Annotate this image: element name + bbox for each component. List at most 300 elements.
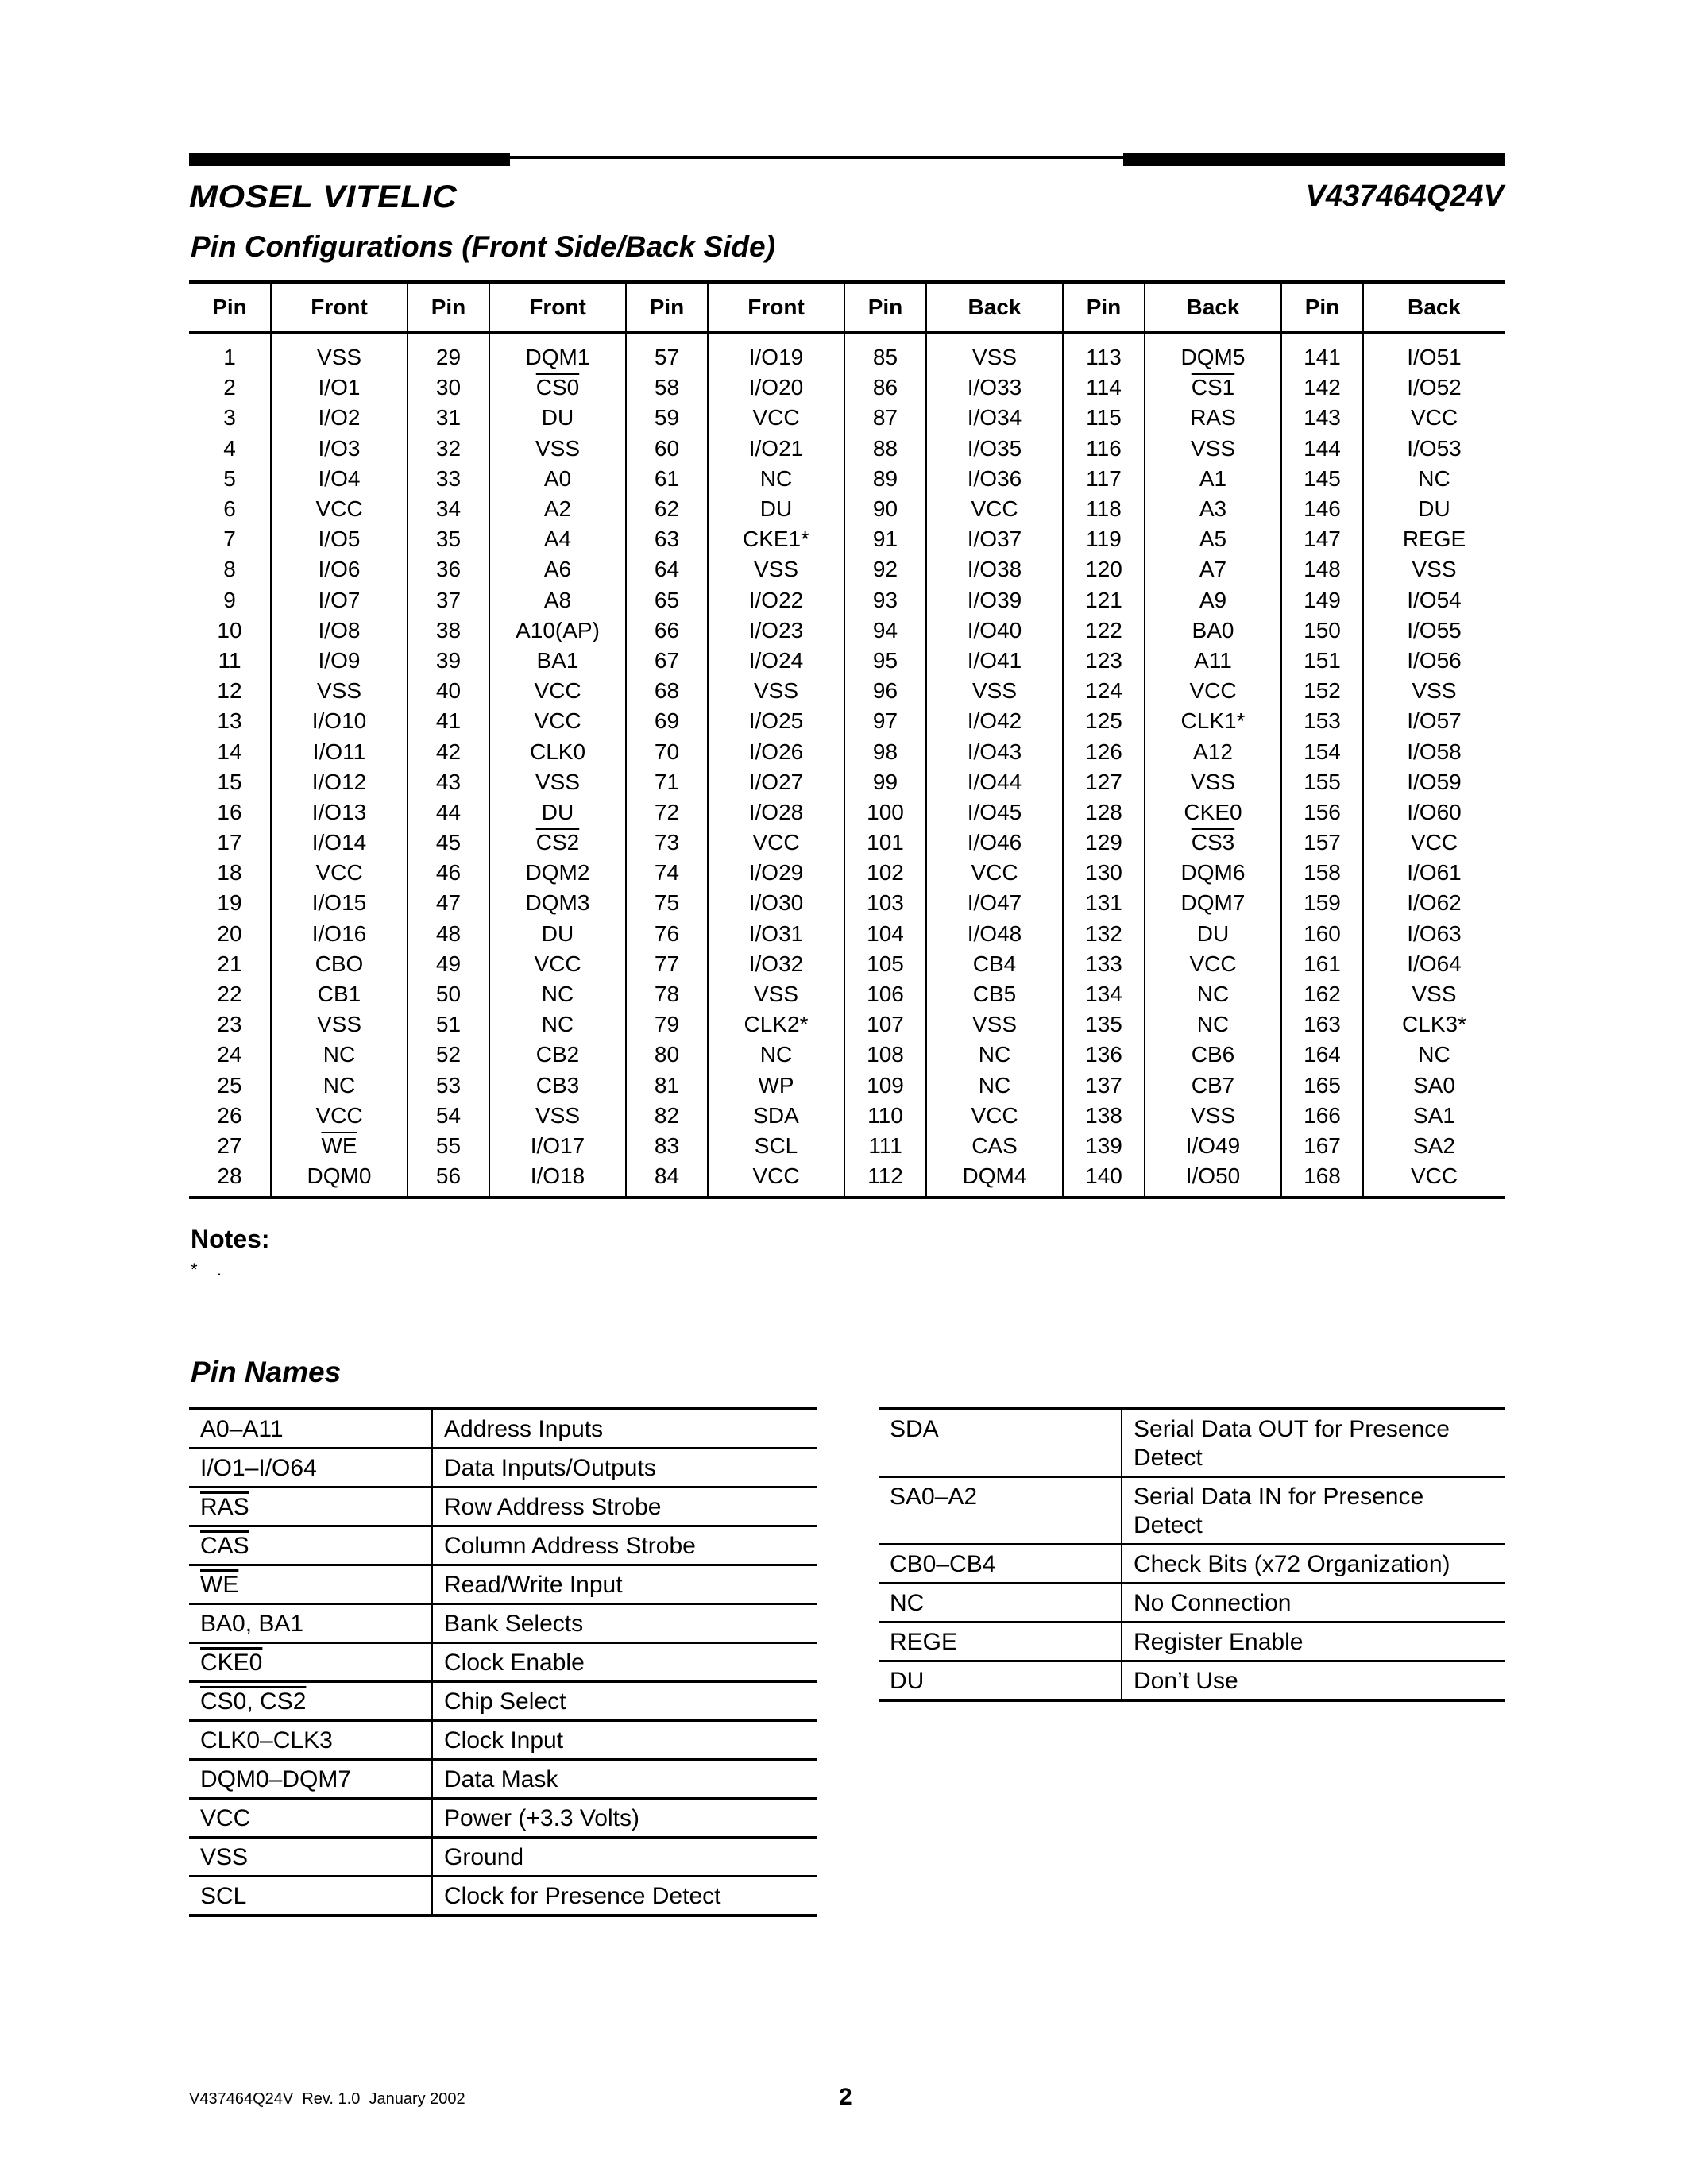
cell-text: 82 (654, 1102, 680, 1128)
signal-cell (1363, 1101, 1505, 1131)
cell-text: 67 (654, 647, 680, 673)
list-item (189, 1877, 817, 1916)
signal-cell (271, 434, 408, 464)
signal-cell (926, 1101, 1063, 1131)
pin-number-cell (844, 434, 926, 464)
signal-cell (926, 434, 1063, 464)
table-row (189, 736, 1505, 766)
cell-text: VSS (1412, 557, 1457, 582)
table-row (189, 585, 1505, 615)
cell-text: 84 (654, 1163, 680, 1189)
cell-text: I/O38 (967, 557, 1022, 582)
cell-text: $\overline{WE}$ (321, 1133, 357, 1158)
cell-text: 115 (1086, 405, 1122, 430)
cell-text: 85 (872, 345, 898, 370)
pin-number-cell (1063, 494, 1145, 524)
cell-text: VCC (315, 1102, 363, 1128)
cell-text: 74 (654, 860, 680, 886)
cell-text: DQM7 (1180, 890, 1246, 916)
signal-cell (1145, 888, 1281, 918)
cell-text: 146 (1304, 496, 1341, 522)
cell-text: I/O15 (311, 890, 367, 916)
pin-number-cell (408, 464, 489, 494)
cell-text: 166 (1304, 1102, 1341, 1128)
cell-text: 15 (217, 769, 242, 794)
pin-number-cell (1281, 615, 1363, 646)
pin-description: Power (+3.3 Volts) (432, 1799, 817, 1838)
signal-cell (271, 858, 408, 888)
signal-cell (1363, 736, 1505, 766)
pin-number-cell (189, 403, 271, 433)
cell-text: I/O43 (967, 739, 1022, 764)
cell-text: 103 (867, 890, 904, 916)
pin-number-cell (1281, 585, 1363, 615)
pin-name (189, 1643, 432, 1682)
pin-number-cell (1281, 919, 1363, 949)
pin-description: Check Bits (x72 Organization) (1122, 1545, 1505, 1584)
cell-text: VSS (1190, 435, 1236, 461)
cell-text: VCC (971, 860, 1018, 886)
pin-number-cell (1281, 1071, 1363, 1101)
list-item (189, 1604, 817, 1643)
cell-text: A8 (543, 587, 572, 612)
signal-cell (1363, 888, 1505, 918)
column-header: Pin (1063, 282, 1145, 333)
pin-number-cell (408, 1131, 489, 1161)
cell-text: 33 (435, 465, 462, 491)
signal-cell (1363, 494, 1505, 524)
signal-cell (489, 1101, 626, 1131)
table-row (189, 1040, 1505, 1070)
brand-logo: MOSEL VITELIC (189, 179, 458, 214)
cell-text: 130 (1085, 860, 1122, 886)
pin-number-cell (844, 888, 926, 918)
pin-number-cell (189, 1161, 271, 1198)
pin-name-text: NC (890, 1590, 925, 1616)
cell-text: 43 (435, 769, 462, 794)
cell-text: I/O37 (967, 527, 1022, 552)
cell-text: I/O4 (318, 465, 361, 491)
signal-cell (271, 706, 408, 736)
pin-number-cell (844, 333, 926, 372)
signal-cell (271, 1161, 408, 1198)
cell-text: 12 (217, 678, 242, 704)
cell-text: 36 (435, 557, 462, 582)
pin-number-cell (1063, 1071, 1145, 1101)
signal-cell (489, 797, 626, 828)
pin-number-cell (844, 494, 926, 524)
pin-description: Address Inputs (432, 1409, 817, 1449)
pin-number-cell (1063, 372, 1145, 403)
pin-number-cell (1063, 767, 1145, 797)
cell-text: DQM1 (525, 345, 590, 370)
signal-cell (1145, 615, 1281, 646)
cell-text: 145 (1304, 465, 1341, 491)
pin-number-cell (1281, 828, 1363, 858)
cell-text: VCC (752, 830, 800, 855)
signal-cell (926, 1040, 1063, 1070)
cell-text: I/O32 (748, 951, 804, 976)
pin-name-text: CKE0 (200, 1650, 263, 1676)
cell-text: VSS (753, 678, 799, 704)
signal-cell (271, 1040, 408, 1070)
signal-cell (271, 979, 408, 1009)
signal-cell (271, 676, 408, 706)
cell-text: VCC (971, 496, 1018, 522)
cell-text: 102 (867, 860, 904, 886)
cell-text: 79 (654, 1012, 680, 1037)
cell-text: NC (978, 1072, 1011, 1098)
pin-number-cell (1281, 736, 1363, 766)
pin-config-table (189, 280, 1505, 1199)
cell-text: DQM3 (525, 890, 590, 916)
signal-cell (489, 888, 626, 918)
cell-text: VCC (315, 860, 363, 886)
signal-cell (708, 797, 844, 828)
pin-name-text: VCC (200, 1805, 251, 1831)
column-header: Back (926, 282, 1063, 333)
cell-text: 144 (1304, 435, 1341, 461)
pin-number-cell (844, 554, 926, 585)
cell-text: 64 (654, 557, 680, 582)
signal-cell (1145, 767, 1281, 797)
cell-text: I/O64 (1407, 951, 1462, 976)
signal-cell (708, 615, 844, 646)
cell-text: NC (978, 1042, 1011, 1067)
pin-number-cell (1281, 333, 1363, 372)
list-item (189, 1721, 817, 1760)
cell-text: 107 (867, 1012, 904, 1037)
pin-number-cell (408, 646, 489, 676)
cell-text: 152 (1304, 678, 1341, 704)
cell-text: CKE0 (1184, 799, 1242, 824)
pin-number-cell (1281, 797, 1363, 828)
signal-cell (271, 585, 408, 615)
cell-text: 46 (435, 860, 462, 886)
signal-cell (926, 403, 1063, 433)
pin-number-cell (1063, 919, 1145, 949)
pin-name-text: CS0, CS2 (200, 1688, 307, 1715)
cell-text: DU (759, 496, 793, 522)
cell-text: VSS (1190, 1102, 1236, 1128)
pin-number-cell (626, 403, 708, 433)
table-row (189, 494, 1505, 524)
pin-number-cell (408, 1009, 489, 1040)
pin-number-cell (408, 736, 489, 766)
cell-text: DU (1418, 496, 1450, 522)
list-item (189, 1449, 817, 1488)
cell-text: 5 (223, 465, 236, 491)
cell-text: 10 (217, 617, 242, 642)
cell-text: 154 (1304, 739, 1341, 764)
pin-number-cell (1281, 524, 1363, 554)
signal-cell (926, 646, 1063, 676)
list-item (189, 1409, 817, 1449)
cell-text: I/O17 (530, 1133, 585, 1158)
pin-number-cell (189, 494, 271, 524)
cell-text: 164 (1304, 1042, 1341, 1067)
signal-cell (708, 554, 844, 585)
signal-cell (1145, 706, 1281, 736)
cell-text: I/O2 (318, 405, 361, 430)
pin-names-table-left (189, 1407, 817, 1917)
signal-cell (1145, 434, 1281, 464)
pin-number-cell (844, 797, 926, 828)
pin-number-cell (408, 828, 489, 858)
header-rule-right (1123, 153, 1505, 166)
signal-cell (1145, 372, 1281, 403)
pin-number-cell (1281, 676, 1363, 706)
cell-text: I/O16 (311, 920, 367, 946)
cell-text: 123 (1085, 647, 1122, 673)
pin-number-cell (1281, 767, 1363, 797)
pin-number-cell (844, 403, 926, 433)
pin-number-cell (626, 828, 708, 858)
part-number: V437464Q24V (1305, 179, 1504, 213)
pin-number-cell (626, 736, 708, 766)
cell-text: 56 (435, 1163, 462, 1189)
cell-text: I/O44 (967, 769, 1022, 794)
cell-text: BA1 (536, 647, 579, 673)
cell-text: DQM0 (307, 1163, 372, 1189)
cell-text: 137 (1085, 1072, 1122, 1098)
cell-text: I/O53 (1407, 435, 1462, 461)
cell-text: 16 (217, 799, 242, 824)
signal-cell (926, 919, 1063, 949)
cell-text: I/O5 (318, 527, 361, 552)
signal-cell (708, 1071, 844, 1101)
pin-description: Clock for Presence Detect (432, 1877, 817, 1916)
signal-cell (1363, 919, 1505, 949)
cell-text: 81 (654, 1072, 680, 1098)
cell-text: 87 (872, 405, 898, 430)
signal-cell (1363, 949, 1505, 979)
cell-text: I/O29 (748, 860, 804, 886)
pin-number-cell (844, 1131, 926, 1161)
cell-text: VCC (1410, 1163, 1458, 1189)
signal-cell (1145, 403, 1281, 433)
cell-text: I/O48 (967, 920, 1022, 946)
cell-text: A3 (1199, 496, 1227, 522)
pin-number-cell (1063, 736, 1145, 766)
cell-text: I/O30 (748, 890, 804, 916)
cell-text: 97 (872, 708, 898, 734)
pin-number-cell (626, 949, 708, 979)
signal-cell (1145, 797, 1281, 828)
pin-number-cell (189, 615, 271, 646)
cell-text: 120 (1085, 557, 1122, 582)
table-row (189, 333, 1505, 372)
pin-number-cell (189, 736, 271, 766)
cell-text: 20 (217, 920, 242, 946)
pin-name-text: REGE (890, 1629, 958, 1655)
signal-cell (1145, 1040, 1281, 1070)
cell-text: 26 (217, 1102, 242, 1128)
cell-text: CLK3* (1402, 1012, 1466, 1037)
cell-text: 11 (218, 647, 241, 673)
table-row (189, 1071, 1505, 1101)
cell-text: 65 (654, 587, 680, 612)
signal-cell (1363, 372, 1505, 403)
pin-description: Clock Input (432, 1721, 817, 1760)
pin-number-cell (408, 494, 489, 524)
cell-text: 142 (1304, 375, 1341, 400)
cell-text: I/O36 (967, 465, 1022, 491)
pin-number-cell (1063, 1131, 1145, 1161)
pin-name-text: SCL (200, 1883, 247, 1909)
cell-text: 133 (1085, 951, 1122, 976)
cell-text: SCL (754, 1133, 798, 1158)
cell-text: BA0 (1192, 617, 1234, 642)
cell-text: 163 (1304, 1012, 1341, 1037)
cell-text: 48 (435, 920, 462, 946)
cell-text: CB5 (972, 982, 1017, 1007)
cell-text: 39 (435, 647, 462, 673)
signal-cell (1363, 464, 1505, 494)
cell-text: 52 (435, 1042, 462, 1067)
signal-cell (1145, 676, 1281, 706)
cell-text: 104 (867, 920, 904, 946)
pin-names-table-right (879, 1407, 1505, 1702)
pin-name (189, 1838, 432, 1877)
signal-cell (926, 676, 1063, 706)
pin-number-cell (626, 676, 708, 706)
cell-text: I/O23 (748, 617, 804, 642)
cell-text: 138 (1085, 1102, 1122, 1128)
cell-text: A0 (543, 465, 572, 491)
signal-cell (489, 494, 626, 524)
pin-name (189, 1877, 432, 1916)
signal-cell (708, 646, 844, 676)
cell-text: 155 (1304, 769, 1341, 794)
pin-number-cell (844, 676, 926, 706)
cell-text: I/O55 (1407, 617, 1462, 642)
cell-text: I/O22 (748, 587, 804, 612)
column-header: Back (1363, 282, 1505, 333)
table-row (189, 949, 1505, 979)
cell-text: 150 (1304, 617, 1341, 642)
table-row (189, 464, 1505, 494)
signal-cell (708, 676, 844, 706)
cell-text: 34 (435, 496, 462, 522)
pin-name-text: $\overline{WE}$ (200, 1572, 239, 1598)
signal-cell (1145, 554, 1281, 585)
cell-text: A10(AP) (516, 617, 600, 642)
pin-name-text: SDA (890, 1416, 939, 1442)
cell-text: A11 (1194, 647, 1232, 673)
signal-cell (926, 979, 1063, 1009)
cell-text: VSS (1412, 678, 1457, 704)
cell-text: 2 (223, 375, 236, 400)
pin-number-cell (844, 524, 926, 554)
header-rule-left (189, 153, 510, 166)
list-item (189, 1526, 817, 1565)
cell-text: 29 (435, 345, 462, 370)
cell-text: 95 (872, 647, 898, 673)
signal-cell (1145, 464, 1281, 494)
cell-text: 55 (435, 1133, 462, 1158)
cell-text: CLK2* (744, 1012, 809, 1037)
pin-number-cell (189, 524, 271, 554)
pin-name (189, 1449, 432, 1488)
pin-number-cell (844, 706, 926, 736)
table-row (189, 615, 1505, 646)
pin-number-cell (189, 1071, 271, 1101)
pin-number-cell (626, 372, 708, 403)
pin-number-cell (189, 333, 271, 372)
pin-number-cell (1281, 1131, 1363, 1161)
cell-text: DQM4 (962, 1163, 1027, 1189)
pin-number-cell (189, 1040, 271, 1070)
cell-text: 125 (1085, 708, 1122, 734)
signal-cell (271, 646, 408, 676)
pin-number-cell (408, 554, 489, 585)
pin-number-cell (1063, 333, 1145, 372)
cell-text: CB7 (1191, 1072, 1235, 1098)
cell-text: 156 (1304, 799, 1341, 824)
pin-name (879, 1623, 1122, 1661)
cell-text: 27 (217, 1133, 242, 1158)
cell-text: VCC (315, 496, 363, 522)
pin-description: Clock Enable (432, 1643, 817, 1682)
cell-text: 134 (1085, 982, 1122, 1007)
signal-cell (489, 1071, 626, 1101)
cell-text: 17 (217, 830, 242, 855)
pin-number-cell (844, 919, 926, 949)
pin-number-cell (844, 979, 926, 1009)
cell-text: I/O10 (311, 708, 367, 734)
signal-cell (271, 949, 408, 979)
cell-text: 140 (1085, 1163, 1122, 1189)
cell-text: VSS (316, 1012, 362, 1037)
cell-text: 60 (654, 435, 680, 461)
cell-text: 90 (872, 496, 898, 522)
signal-cell (708, 494, 844, 524)
cell-text: NC (1196, 1012, 1230, 1037)
pin-number-cell (1281, 858, 1363, 888)
pin-name (189, 1682, 432, 1721)
pin-name-text: VSS (200, 1844, 249, 1870)
cell-text: 88 (872, 435, 898, 461)
list-item (189, 1799, 817, 1838)
pin-number-cell (408, 1040, 489, 1070)
pin-number-cell (408, 888, 489, 918)
pin-number-cell (844, 615, 926, 646)
pin-number-cell (1063, 949, 1145, 979)
pin-number-cell (408, 919, 489, 949)
cell-text: CB2 (535, 1042, 580, 1067)
signal-cell (1145, 494, 1281, 524)
signal-cell (1145, 919, 1281, 949)
cell-text: 135 (1085, 1012, 1122, 1037)
signal-cell (271, 919, 408, 949)
pin-number-cell (1063, 615, 1145, 646)
cell-text: VCC (752, 1163, 800, 1189)
cell-text: 41 (435, 708, 462, 734)
signal-cell (1145, 828, 1281, 858)
signal-cell (708, 919, 844, 949)
signal-cell (489, 403, 626, 433)
signal-cell (926, 858, 1063, 888)
signal-cell (708, 524, 844, 554)
cell-text: 158 (1304, 860, 1341, 886)
cell-text: DQM2 (525, 860, 590, 886)
cell-text: 118 (1086, 496, 1122, 522)
cell-text: 42 (435, 739, 462, 764)
pin-number-cell (1063, 554, 1145, 585)
table-row (189, 888, 1505, 918)
cell-text: 66 (654, 617, 680, 642)
